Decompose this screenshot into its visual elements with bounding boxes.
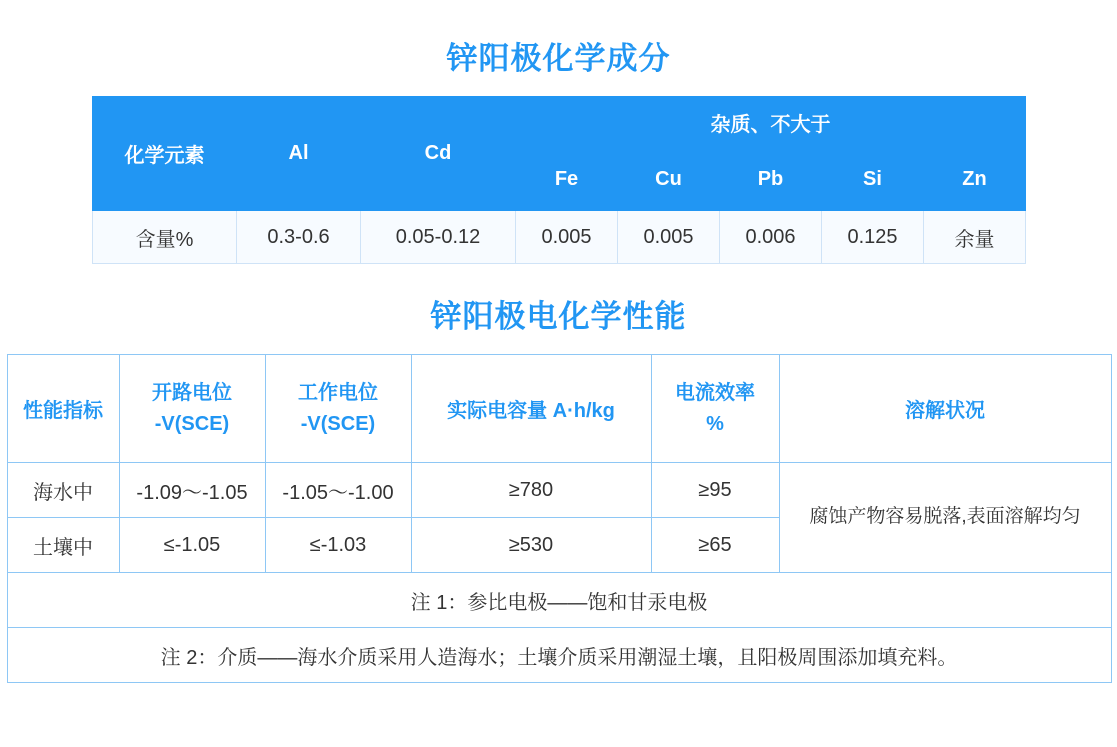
cell-capacity-value: ≥780 bbox=[411, 463, 651, 518]
cell-fe-value: 0.005 bbox=[516, 211, 618, 264]
table-row bbox=[7, 463, 1111, 518]
page-title-chemical-composition: 锌阳极化学成分 bbox=[446, 41, 671, 76]
cell-condition-label: 土壤中 bbox=[7, 518, 119, 573]
header-working-line2: -V(SCE) bbox=[300, 412, 376, 435]
header-performance-metric: 性能指标 bbox=[7, 355, 119, 463]
header-fe: Fe bbox=[516, 148, 618, 211]
header-pb: Pb bbox=[720, 148, 822, 211]
header-efficiency-line1: 电流效率 bbox=[675, 381, 755, 404]
header-chemical-element: 化学元素 bbox=[93, 97, 237, 211]
table-header-row bbox=[93, 97, 1026, 148]
note-reference-electrode: 注 1：参比电极——饱和甘汞电极 bbox=[7, 573, 1111, 628]
table-header-row bbox=[7, 355, 1111, 463]
table-chemical-composition-wrapper bbox=[92, 96, 1025, 264]
header-al: Al bbox=[237, 97, 361, 211]
header-dissolution-status: 溶解状况 bbox=[779, 355, 1111, 463]
cell-pb-value: 0.006 bbox=[720, 211, 822, 264]
header-efficiency-line2: % bbox=[706, 412, 724, 435]
cell-cd-value: 0.05-0.12 bbox=[361, 211, 516, 264]
table-electrochemical-performance bbox=[7, 354, 1112, 683]
table-row bbox=[93, 211, 1026, 264]
cell-cu-value: 0.005 bbox=[618, 211, 720, 264]
header-working-potential bbox=[265, 355, 411, 463]
header-impurity-group: 杂质、不大于 bbox=[516, 97, 1026, 148]
cell-working-value: -1.05～-1.00 bbox=[265, 463, 411, 518]
cell-content-label: 含量% bbox=[93, 211, 237, 264]
cell-dissolution-value: 腐蚀产物容易脱落,表面溶解均匀 bbox=[779, 463, 1111, 573]
cell-open-circuit-value: -1.09～-1.05 bbox=[119, 463, 265, 518]
table-note-row bbox=[7, 573, 1111, 628]
header-cu: Cu bbox=[618, 148, 720, 211]
cell-efficiency-value: ≥65 bbox=[651, 518, 779, 573]
header-cd: Cd bbox=[361, 97, 516, 211]
table-electrochemical-performance-wrapper bbox=[7, 354, 1111, 683]
cell-al-value: 0.3-0.6 bbox=[237, 211, 361, 264]
cell-open-circuit-value: ≤-1.05 bbox=[119, 518, 265, 573]
cell-capacity-value: ≥530 bbox=[411, 518, 651, 573]
header-zn: Zn bbox=[924, 148, 1026, 211]
cell-si-value: 0.125 bbox=[822, 211, 924, 264]
cell-zn-value: 余量 bbox=[924, 211, 1026, 264]
table-chemical-composition bbox=[92, 96, 1026, 264]
cell-condition-label: 海水中 bbox=[7, 463, 119, 518]
header-working-line1: 工作电位 bbox=[298, 381, 378, 404]
header-open-circuit-line2: -V(SCE) bbox=[154, 412, 230, 435]
table-note-row bbox=[7, 628, 1111, 683]
note-medium: 注 2：介质——海水介质采用人造海水；土壤介质采用潮湿土壤，且阳极周围添加填充料。 bbox=[7, 628, 1111, 683]
header-current-efficiency bbox=[651, 355, 779, 463]
header-si: Si bbox=[822, 148, 924, 211]
page-title-electrochemical-performance: 锌阳极电化学性能 bbox=[430, 299, 687, 334]
cell-working-value: ≤-1.03 bbox=[265, 518, 411, 573]
document-page bbox=[0, 33, 1117, 747]
header-actual-capacity: 实际电容量 A·h/kg bbox=[411, 355, 651, 463]
header-open-circuit-line1: 开路电位 bbox=[152, 381, 232, 404]
cell-efficiency-value: ≥95 bbox=[651, 463, 779, 518]
header-open-circuit-potential bbox=[119, 355, 265, 463]
